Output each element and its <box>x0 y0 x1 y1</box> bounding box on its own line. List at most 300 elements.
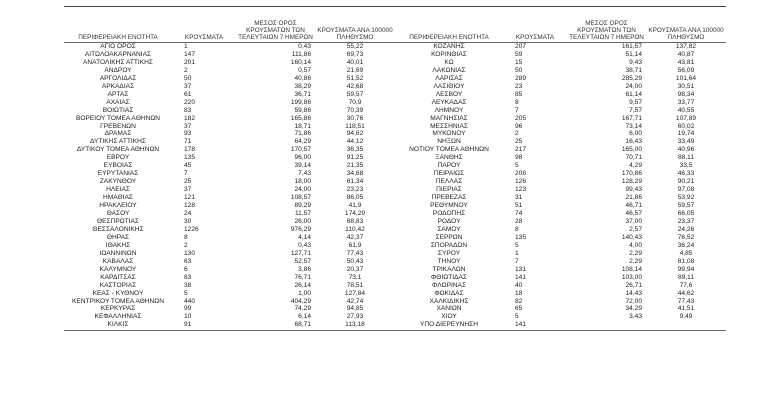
cases-cell: 63 <box>184 257 192 265</box>
avg7-cell: 2,29 <box>629 257 642 265</box>
region-cell: ΞΑΝΘΗΣ <box>435 154 463 162</box>
cases-cell: 128 <box>184 202 196 210</box>
avg7-cell: 140,43 <box>621 233 642 241</box>
avg7-cell: 24,00 <box>294 186 311 194</box>
header-row <box>395 13 726 43</box>
avg7-cell: 40,86 <box>294 74 311 82</box>
per100k-cell: 27,93 <box>346 313 364 321</box>
per100k-cell: 86,05 <box>346 194 364 202</box>
cases-cell: 37 <box>184 122 192 130</box>
cases-cell: 130 <box>184 249 196 257</box>
region-cell: ΚΟΖΑΝΗΣ <box>433 43 465 50</box>
left-table <box>64 13 395 329</box>
cases-cell: 8 <box>515 225 519 233</box>
cases-cell: 7 <box>515 257 519 265</box>
per100k-cell: 9,49 <box>679 313 693 321</box>
region-cell: ΔΥΤΙΚΟΥ ΤΟΜΕΑ ΑΘΗΝΩΝ <box>76 146 160 154</box>
per100k-cell: 33,5 <box>679 162 693 170</box>
cases-cell: 6 <box>184 265 188 273</box>
table-row <box>64 91 395 99</box>
table-row <box>395 43 726 51</box>
left-table-body <box>64 43 395 330</box>
table-row <box>395 305 726 313</box>
avg7-cell: 26,71 <box>625 281 642 289</box>
table-row <box>395 242 726 250</box>
cases-cell: 10 <box>184 313 192 321</box>
cases-cell: 45 <box>184 162 192 170</box>
avg7-cell: 46,71 <box>625 202 642 210</box>
cases-cell: 7 <box>515 106 519 114</box>
avg7-cell: 18,00 <box>294 178 311 186</box>
avg7-cell: 4,14 <box>298 233 311 241</box>
per100k-cell: 94,85 <box>346 305 364 313</box>
per100k-cell: 91,25 <box>346 154 364 162</box>
cases-cell: 71 <box>184 138 192 146</box>
avg7-cell: 26,00 <box>294 217 311 225</box>
table-row <box>395 99 726 107</box>
avg7-cell: 170,86 <box>621 170 642 178</box>
region-cell: ΠΡΕΒΕΖΑΣ <box>431 194 467 202</box>
per100k-cell: 66,05 <box>677 210 695 218</box>
cases-cell: 51 <box>515 202 523 210</box>
per100k-cell: 76,52 <box>677 233 695 241</box>
cases-cell: 25 <box>515 138 523 146</box>
cases-cell: 38 <box>184 281 192 289</box>
region-cell: ΧΑΝΙΩΝ <box>436 305 462 313</box>
avg7-cell: 96,00 <box>294 154 311 162</box>
region-cell: ΔΡΑΜΑΣ <box>104 130 132 138</box>
cases-cell: 182 <box>184 114 196 122</box>
table-row <box>64 210 395 218</box>
per100k-cell: 42,37 <box>346 233 364 241</box>
avg7-cell: 72,00 <box>625 297 642 305</box>
table-row <box>64 226 395 234</box>
region-cell: ΝΗΞΩΝ <box>437 138 461 146</box>
per100k-cell: 33,49 <box>677 138 695 146</box>
per100k-cell: 137,82 <box>675 43 697 50</box>
avg7-cell: 170,57 <box>290 146 311 154</box>
table-row <box>64 43 395 51</box>
region-cell: ΠΕΙΡΑΙΩΣ <box>433 170 465 178</box>
per100k-cell: 30,51 <box>677 82 695 90</box>
avg7-cell: 111,86 <box>291 50 311 58</box>
per100k-cell: 90,21 <box>677 178 695 186</box>
region-cell: ΑΝΔΡΟΥ <box>104 66 132 74</box>
avg7-cell: 285,29 <box>621 74 642 82</box>
cases-cell: 208 <box>515 170 527 178</box>
region-cell: ΕΥΒΟΙΑΣ <box>103 162 133 170</box>
per100k-cell: 98,34 <box>677 90 695 98</box>
right-table <box>395 13 726 329</box>
avg7-cell: 24,00 <box>625 82 642 90</box>
avg7-cell: 68,71 <box>294 321 311 329</box>
per100k-cell: 43,81 <box>677 58 695 66</box>
region-cell: ΦΩΚΙΔΑΣ <box>434 289 464 297</box>
region-cell: ΛΑΚΩΝΙΑΣ <box>432 66 466 74</box>
cases-cell: 147 <box>184 50 196 58</box>
region-cell: ΕΥΡΥΤΑΝΙΑΣ <box>97 170 139 178</box>
table-row <box>64 250 395 258</box>
avg7-cell: 160,14 <box>290 58 311 66</box>
cases-cell: 205 <box>515 114 527 122</box>
table-row <box>64 313 395 321</box>
avg7-cell: 37,00 <box>625 217 642 225</box>
cases-cell: 126 <box>515 178 527 186</box>
per100k-cell: 23,37 <box>677 217 695 225</box>
region-cell: ΧΙΟΥ <box>441 313 457 321</box>
per100k-cell: 34,68 <box>346 170 364 178</box>
per100k-cell <box>646 321 726 329</box>
cases-cell: 18 <box>515 289 523 297</box>
table-row <box>64 202 395 210</box>
header-cases: ΚΡΟΥΣΜΑΤΑ <box>172 13 236 43</box>
region-cell: ΣΑΜΟΥ <box>437 225 461 233</box>
per100k-cell: 19,74 <box>677 130 695 138</box>
table-row <box>395 178 726 186</box>
avg7-cell: 0,43 <box>298 43 311 50</box>
per100k-cell: 30,76 <box>346 114 364 122</box>
per100k-cell: 44,62 <box>677 289 695 297</box>
table-row <box>395 250 726 258</box>
cases-cell: 83 <box>184 106 192 114</box>
cases-cell: 65 <box>515 305 523 313</box>
table-row <box>395 67 726 75</box>
cases-cell: 217 <box>515 146 527 154</box>
cases-cell: 61 <box>184 90 192 98</box>
per100k-cell: 41,51 <box>677 305 695 313</box>
cases-cell: 93 <box>184 130 192 138</box>
avg7-cell: 51,14 <box>625 50 642 58</box>
region-cell: ΜΥΚΟΝΟΥ <box>432 130 466 138</box>
table-row <box>395 313 726 321</box>
per100k-cell: 33,77 <box>677 98 695 106</box>
per100k-cell: 77,6 <box>679 281 693 289</box>
table-row <box>395 75 726 83</box>
per100k-cell: 113,18 <box>345 321 365 329</box>
cases-cell: 98 <box>515 154 523 162</box>
table-row <box>395 298 726 306</box>
table-row <box>395 290 726 298</box>
avg7-cell: 4,29 <box>629 162 642 170</box>
avg7-cell: 64,29 <box>294 138 311 146</box>
per100k-cell: 99,94 <box>677 265 695 273</box>
cases-cell: 50 <box>515 66 523 74</box>
region-cell: ΚΟΡΙΝΘΙΑΣ <box>431 50 467 58</box>
per100k-cell: 42,68 <box>346 82 364 90</box>
avg7-cell: 38,29 <box>294 82 311 90</box>
per100k-cell: 24,26 <box>677 225 695 233</box>
region-cell: ΡΟΔΟΥ <box>437 217 461 225</box>
cases-cell: 40 <box>515 281 523 289</box>
table-row <box>395 130 726 138</box>
region-cell: ΦΛΩΡΙΝΑΣ <box>431 281 467 289</box>
region-cell: ΑΙΤΩΛΟΑΚΑΡΝΑΝΙΑΣ <box>84 50 152 58</box>
region-cell: ΝΟΤΙΟΥ ΤΟΜΕΑ ΑΘΗΝΩΝ <box>409 146 489 154</box>
table-row <box>64 162 395 170</box>
avg7-cell: 404,29 <box>290 297 311 305</box>
region-cell: ΡΕΘΥΜΝΟΥ <box>430 202 468 210</box>
per100k-cell: 73,1 <box>348 273 362 281</box>
table-row <box>64 154 395 162</box>
avg7-cell: 167,71 <box>621 114 642 122</box>
table-row <box>64 234 395 242</box>
region-cell: ΗΡΑΚΛΕΙΟΥ <box>99 202 137 210</box>
table-row <box>64 186 395 194</box>
table-row <box>64 130 395 138</box>
region-cell: ΛΑΣΙΘΙΟΥ <box>433 82 465 90</box>
cases-cell: 440 <box>184 297 196 305</box>
cases-cell: 201 <box>184 58 196 66</box>
per100k-cell: 46,33 <box>677 170 695 178</box>
cases-cell: 24 <box>184 210 192 218</box>
cases-cell: 31 <box>515 194 523 202</box>
table-row <box>395 258 726 266</box>
table-row <box>64 282 395 290</box>
region-cell: ΑΝΑΤΟΛΙΚΗΣ ΑΤΤΙΚΗΣ <box>83 58 153 66</box>
cases-cell: 220 <box>184 98 196 106</box>
table-row <box>395 226 726 234</box>
region-cell: ΑΧΑΪΑΣ <box>106 98 130 106</box>
header-per100k: ΚΡΟΥΣΜΑΤΑ ΑΝΑ 100000 ΠΛΗΘΥΣΜΟ <box>315 13 395 43</box>
table-row <box>64 75 395 83</box>
cases-cell: 207 <box>515 43 527 50</box>
region-cell: ΠΙΕΡΙΑΣ <box>436 186 462 194</box>
per100k-cell: 36,35 <box>346 146 364 154</box>
cases-cell: 23 <box>515 82 523 90</box>
table-row <box>395 186 726 194</box>
avg7-cell: 199,86 <box>290 98 311 106</box>
top-rule <box>64 6 726 7</box>
per100k-cell: 4,85 <box>679 249 693 257</box>
region-cell: ΜΕΣΣΗΝΙΑΣ <box>430 122 468 130</box>
avg7-cell: 6,00 <box>629 130 642 138</box>
avg7-cell: 2,29 <box>629 249 642 257</box>
region-cell: ΤΡΙΚΑΛΩΝ <box>432 265 466 273</box>
region-cell: ΒΟΙΩΤΙΑΣ <box>102 106 134 114</box>
per100k-cell: 56,09 <box>677 66 695 74</box>
avg7-cell: 7,57 <box>629 106 642 114</box>
cases-cell: 141 <box>515 273 527 281</box>
table-row <box>395 162 726 170</box>
cases-cell: 131 <box>515 265 527 273</box>
per100k-cell: 88,11 <box>677 154 694 162</box>
cases-cell: 5 <box>184 289 188 297</box>
cases-cell: 1 <box>515 249 519 257</box>
avg7-cell: 74,29 <box>294 305 311 313</box>
avg7-cell: 7,43 <box>298 170 311 178</box>
cases-cell: 135 <box>515 233 527 241</box>
cases-cell: 91 <box>184 321 192 329</box>
region-cell: ΙΩΑΝΝΙΝΩΝ <box>99 249 137 257</box>
avg7-cell: 21,86 <box>625 194 642 202</box>
region-cell: ΑΡΓΟΛΙΔΑΣ <box>99 74 137 82</box>
table-row <box>395 194 726 202</box>
header-row <box>64 13 395 43</box>
avg7-cell: 26,14 <box>294 281 311 289</box>
avg7-cell: 73,14 <box>625 122 642 130</box>
region-cell: ΜΑΓΝΗΣΙΑΣ <box>430 114 468 122</box>
table-row <box>395 154 726 162</box>
table-row <box>395 83 726 91</box>
per100k-cell: 41,9 <box>348 202 362 210</box>
table-row <box>64 305 395 313</box>
table-row <box>64 298 395 306</box>
per100k-cell: 21,69 <box>346 66 364 74</box>
region-cell: ΠΕΛΛΑΣ <box>435 178 463 186</box>
region-cell: ΚΑΛΥΜΝΟΥ <box>99 265 137 273</box>
region-cell: ΒΟΡΕΙΟΥ ΤΟΜΕΑ ΑΘΗΝΩΝ <box>75 114 161 122</box>
region-cell: ΘΕΣΠΡΩΤΙΑΣ <box>96 217 140 225</box>
cases-cell: 5 <box>515 162 519 170</box>
table-row <box>395 234 726 242</box>
cases-cell: 30 <box>184 217 192 225</box>
avg7-cell: 36,71 <box>294 90 311 98</box>
region-cell: ΛΑΡΙΣΑΣ <box>435 74 463 82</box>
per100k-cell: 61,9 <box>348 241 362 249</box>
region-cell: ΠΑΡΟΥ <box>437 162 461 170</box>
avg7-cell: 11,57 <box>294 210 311 218</box>
cases-cell: 2 <box>184 241 188 249</box>
table-row <box>64 194 395 202</box>
table-row <box>395 282 726 290</box>
table-row <box>64 138 395 146</box>
region-cell: ΚΑΣΤΟΡΙΑΣ <box>99 281 137 289</box>
cases-cell: 135 <box>184 154 196 162</box>
avg7-cell: 6,14 <box>298 313 311 321</box>
cases-cell: 99 <box>184 305 192 313</box>
table-row <box>395 91 726 99</box>
cases-cell: 123 <box>515 186 527 194</box>
region-cell: ΣΥΡΟΥ <box>437 249 461 257</box>
tables-container <box>64 13 726 329</box>
cases-cell: 2 <box>184 66 188 74</box>
region-cell: ΗΜΑΘΙΑΣ <box>103 194 133 202</box>
table-row <box>395 123 726 131</box>
cases-cell: 25 <box>184 178 192 186</box>
table-row <box>395 170 726 178</box>
per100k-cell: 127,84 <box>344 289 366 297</box>
table-row <box>64 51 395 59</box>
avg7-cell: 165,86 <box>290 114 311 122</box>
avg7-cell: 38,71 <box>625 66 642 74</box>
cases-cell: 96 <box>515 122 523 130</box>
region-cell: ΚΙΛΚΙΣ <box>107 321 129 329</box>
table-row <box>64 170 395 178</box>
cases-cell: 5 <box>515 313 519 321</box>
region-cell: ΚΑΒΑΛΑΣ <box>102 257 134 265</box>
right-table-body <box>395 43 726 330</box>
per100k-cell: 61,34 <box>346 178 364 186</box>
cases-cell: 2 <box>515 130 519 138</box>
header-per100k: ΚΡΟΥΣΜΑΤΑ ΑΝΑ 100000 ΠΛΗΘΥΣΜΟ <box>646 13 726 43</box>
region-cell: ΖΑΚΥΝΘΟΥ <box>99 178 137 186</box>
table-row <box>64 242 395 250</box>
avg7-cell: 76,71 <box>294 273 311 281</box>
table-row <box>64 274 395 282</box>
avg7-cell: 99,43 <box>625 186 642 194</box>
avg7-cell: 4,00 <box>629 241 642 249</box>
cases-cell: 5 <box>515 241 519 249</box>
cases-cell: 141 <box>515 321 527 329</box>
cases-cell: 74 <box>515 210 523 218</box>
per100k-cell: 40,01 <box>346 58 364 66</box>
cases-cell: 1226 <box>184 225 199 233</box>
region-cell: ΡΟΔΟΠΗΣ <box>432 210 466 218</box>
table-row <box>395 115 726 123</box>
region-cell: ΑΡΚΑΔΙΑΣ <box>101 82 135 90</box>
table-row <box>395 107 726 115</box>
per100k-cell: 97,08 <box>677 186 695 194</box>
per100k-cell: 44,12 <box>346 138 364 146</box>
region-cell: ΚΑΡΔΙΤΣΑΣ <box>100 273 136 281</box>
avg7-cell: 9,43 <box>629 58 642 66</box>
per100k-cell: 110,42 <box>345 225 365 233</box>
avg7-cell: 128,29 <box>621 178 642 186</box>
table-row <box>395 138 726 146</box>
avg7-cell: 0,57 <box>298 66 311 74</box>
avg7-cell: 39,14 <box>294 162 311 170</box>
avg7-cell: 1,00 <box>298 289 311 297</box>
table-row <box>64 146 395 154</box>
avg7-cell: 2,57 <box>629 225 642 233</box>
region-cell: ΥΠΟ ΔΙΕΡΕΥΝΗΣΗ <box>420 321 478 329</box>
table-row <box>64 178 395 186</box>
cases-cell: 121 <box>184 194 196 202</box>
cases-cell: 59 <box>515 50 523 58</box>
table-row <box>64 258 395 266</box>
per100k-cell: 21,35 <box>346 162 364 170</box>
region-cell: ΚΕΦΑΛΛΗΝΙΑΣ <box>94 313 142 321</box>
cases-cell: 85 <box>515 90 523 98</box>
region-cell: ΚΕΑΣ - ΚΥΘΝΟΥ <box>92 289 144 297</box>
region-cell: ΚΕΡΚΥΡΑΣ <box>100 305 136 313</box>
avg7-cell: 52,57 <box>294 257 311 265</box>
per100k-cell: 174,29 <box>344 210 366 218</box>
table-row <box>395 59 726 67</box>
avg7-cell: 61,14 <box>625 90 642 98</box>
per100k-cell: 59,57 <box>677 202 695 210</box>
per100k-cell: 77,43 <box>346 249 364 257</box>
table-row <box>64 59 395 67</box>
cases-cell: 28 <box>515 217 523 225</box>
region-cell: ΚΩ <box>444 58 454 66</box>
region-cell: ΤΗΝΟΥ <box>437 257 461 265</box>
avg7-cell: 127,71 <box>290 249 311 257</box>
region-cell: ΔΥΤΙΚΗΣ ΑΤΤΙΚΗΣ <box>90 138 146 146</box>
region-cell: ΘΕΣΣΑΛΟΝΙΚΗΣ <box>92 225 144 233</box>
per100k-cell: 23,23 <box>346 186 364 194</box>
region-cell: ΘΗΡΑΣ <box>106 233 130 241</box>
per100k-cell: 118,51 <box>345 122 365 130</box>
per100k-cell: 59,57 <box>346 90 364 98</box>
avg7-cell: 0,43 <box>298 241 311 249</box>
avg7-cell: 108,14 <box>621 265 642 273</box>
avg7-cell: 59,86 <box>294 106 311 114</box>
avg7-cell: 9,57 <box>629 98 642 106</box>
table-row <box>395 51 726 59</box>
cases-cell: 8 <box>184 233 188 241</box>
per100k-cell: 20,37 <box>346 265 364 273</box>
avg7-cell: 46,57 <box>625 210 642 218</box>
per100k-cell: 40,87 <box>677 50 695 58</box>
region-cell: ΕΒΡΟΥ <box>106 154 130 162</box>
per100k-cell: 51,52 <box>346 74 364 82</box>
avg7-cell: 14,43 <box>625 289 642 297</box>
table-row <box>395 274 726 282</box>
avg7-cell: 3,43 <box>629 313 642 321</box>
table-row <box>64 99 395 107</box>
per100k-cell: 55,22 <box>346 43 364 50</box>
